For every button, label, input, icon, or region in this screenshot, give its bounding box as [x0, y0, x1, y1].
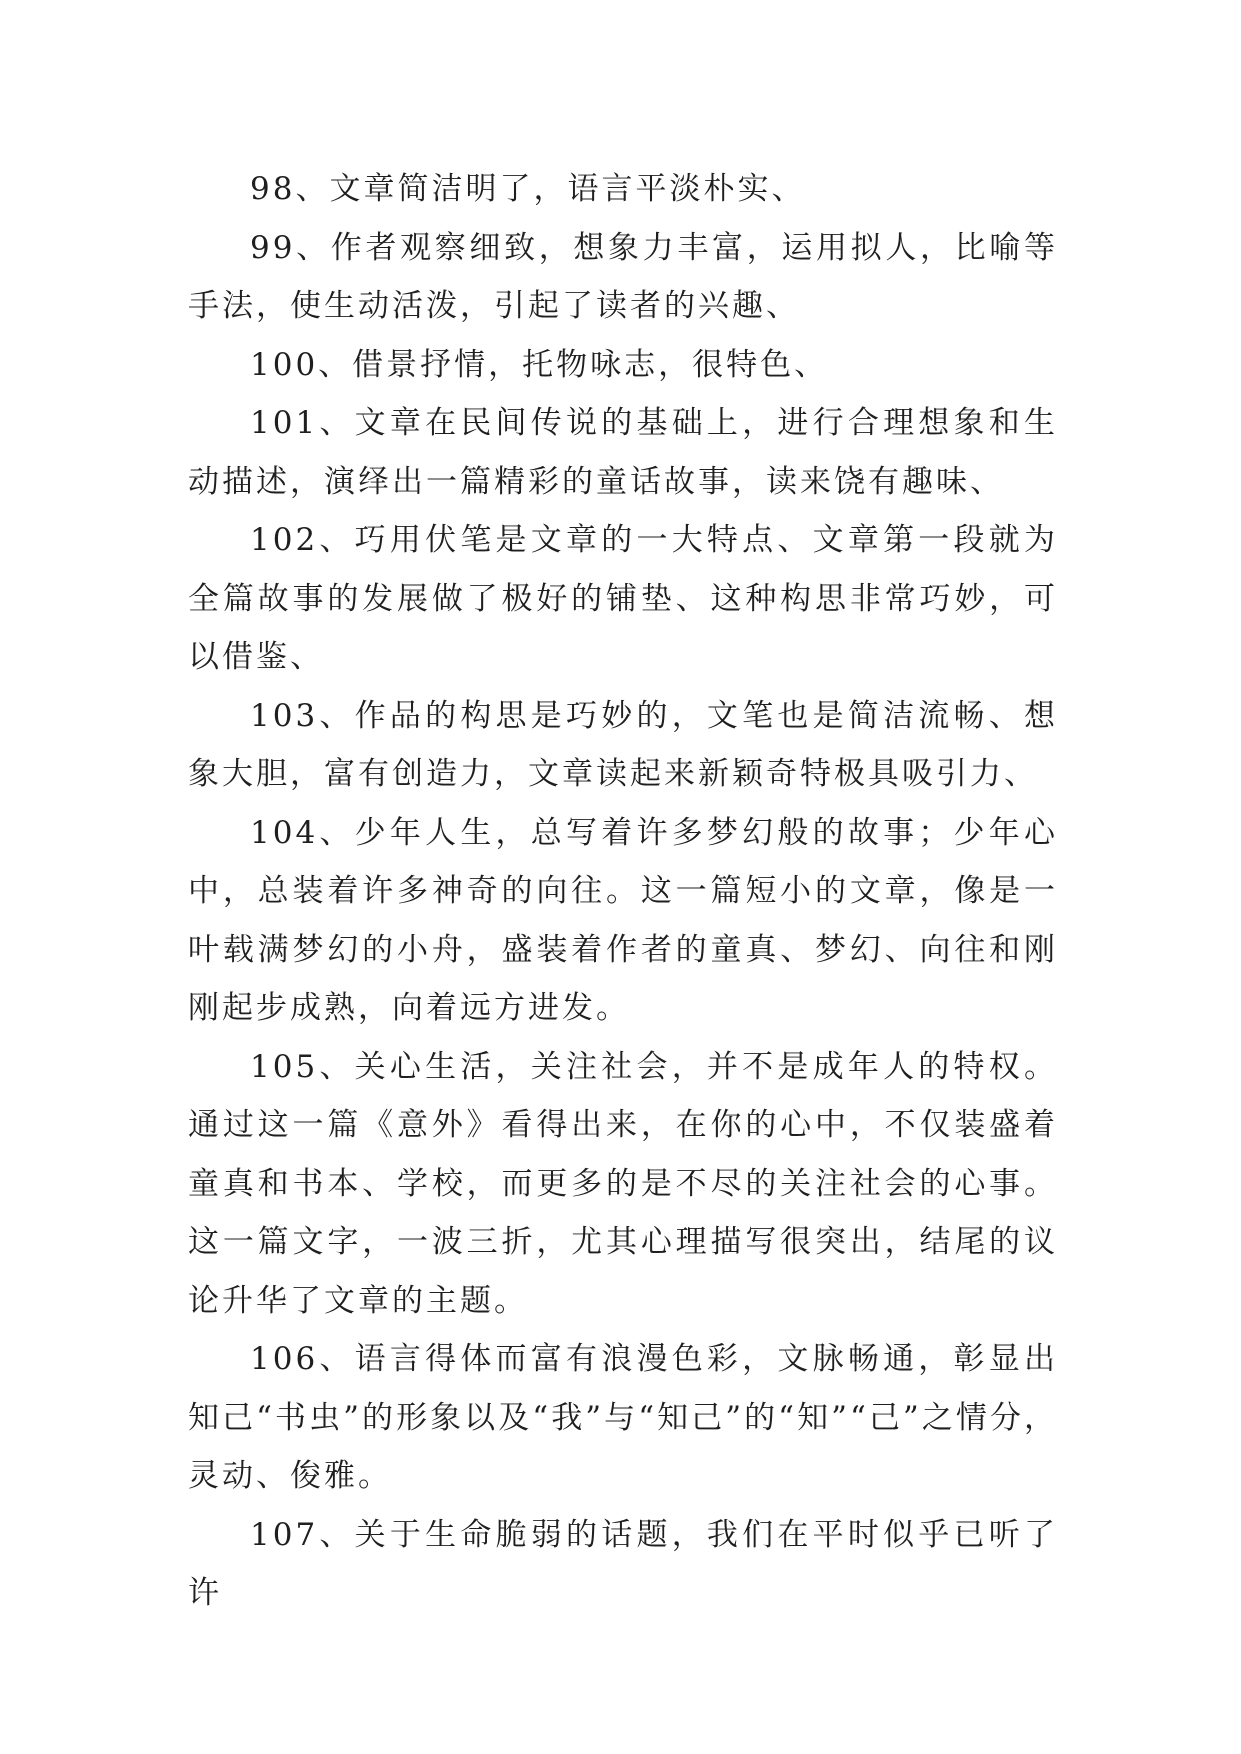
paragraph-105: 105、关心生活，关注社会，并不是成年人的特权。通过这一篇《意外》看得出来，在你的心中，不仅装盛着童真和书本、学校，而更多的是不尽的关注社会的心事。这一篇文字，一波三折，尤其心理描写很突出，结尾的议论升华了文章的主题。 [188, 1048, 1058, 1319]
paragraph-100: 100、借景抒情，托物咏志，很特色、 [250, 346, 829, 383]
paragraph-104: 104、少年人生，总写着许多梦幻般的故事；少年心中，总装着许多神奇的向往。这一篇短小的文章，像是一叶载满梦幻的小舟，盛装着作者的童真、梦幻、向往和刚刚起步成熟，向着远方进发。 [188, 814, 1058, 1026]
document-body [188, 160, 1058, 1623]
paragraph-103: 103、作品的构思是巧妙的，文笔也是简洁流畅、想象大胆，富有创造力，文章读起来新颖奇特极具吸引力、 [188, 697, 1058, 792]
paragraph-107: 107、关于生命脆弱的话题，我们在平时似乎已听了许 [188, 1516, 1058, 1611]
paragraph-106: 106、语言得体而富有浪漫色彩，文脉畅通，彰显出知己“书虫”的形象以及“我”与“知己”的“知”“己”之情分，灵动、俊雅。 [188, 1341, 1058, 1494]
paragraph-98: 98、文章简洁明了，语言平淡朴实、 [250, 171, 806, 207]
paragraph-101: 101、文章在民间传说的基础上，进行合理想象和生动描述，演绎出一篇精彩的童话故事，读来饶有趣味、 [188, 405, 1058, 500]
paragraph-102: 102、巧用伏笔是文章的一大特点、文章第一段就为全篇故事的发展做了极好的铺垫、这种构思非常巧妙，可以借鉴、 [188, 522, 1058, 675]
paragraph-99: 99、作者观察细致，想象力丰富，运用拟人，比喻等手法，使生动活泼，引起了读者的兴趣、 [188, 229, 1058, 324]
